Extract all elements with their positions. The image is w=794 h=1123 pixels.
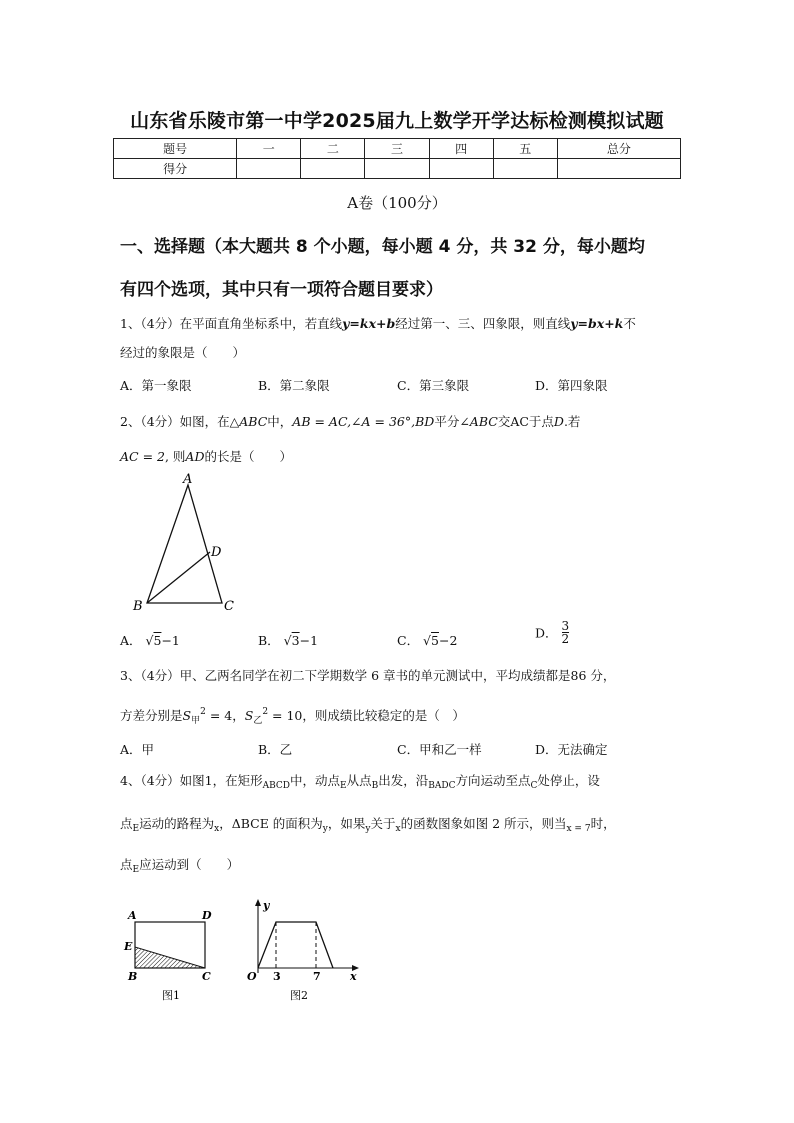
q3-superscript: 2	[200, 707, 206, 717]
q4-text: 从点	[346, 773, 372, 788]
q2-option-c[interactable]: C． √5−2	[397, 633, 458, 648]
score-cell[interactable]	[429, 159, 493, 179]
label-y: y	[263, 899, 270, 912]
q4-point-e: E	[340, 781, 347, 791]
q4-text: 点	[120, 816, 133, 831]
q1-text: 不	[623, 316, 636, 331]
figure-1-caption: 图1	[162, 989, 180, 1002]
q1-text: 经过第一、三、四象限，则直线	[395, 316, 571, 331]
score-table-score-row	[114, 159, 681, 179]
q3-option-b[interactable]: B．乙	[258, 742, 293, 757]
q3-text: 方差分别是	[120, 708, 183, 723]
label-d: D	[211, 545, 222, 560]
q4-path: BADC	[428, 781, 456, 791]
shaded-triangle-bce	[135, 947, 205, 968]
q3-subscript-jia: 甲	[191, 716, 201, 726]
q2-option-c-label: C．	[397, 633, 420, 648]
q1-option-c[interactable]: C．第三象限	[397, 378, 470, 393]
score-cell[interactable]	[301, 159, 365, 179]
q3-value-1: = 4	[205, 708, 233, 723]
score-cell[interactable]	[237, 159, 301, 179]
question-1-line1	[120, 316, 685, 332]
q4-text: 点	[120, 857, 133, 872]
label-origin: O	[247, 970, 257, 983]
q3-text: ，则成绩比较稳定的是（ ）	[302, 708, 465, 723]
question-2-line1	[120, 414, 685, 430]
label-b: B	[133, 599, 143, 614]
score-cell[interactable]	[365, 159, 429, 179]
tick-label-3: 3	[273, 970, 281, 983]
score-row-label: 得分	[114, 159, 237, 179]
q3-option-d[interactable]: D．无法确定	[535, 742, 608, 757]
tick-label-7: 7	[313, 970, 321, 983]
question-4-line1	[120, 773, 685, 794]
q2-option-a-radicand: 5	[153, 633, 162, 648]
q4-point-b: B	[371, 781, 379, 791]
label-c: C	[202, 970, 211, 983]
q4-var-x: x	[395, 824, 401, 834]
q4-figure-1	[120, 902, 230, 1007]
question-3-line1: 3、（4分）甲、乙两名同学在初二下学期数学 6 章书的单元测试中，平均成绩都是86 分，	[120, 668, 616, 683]
q2-option-a[interactable]: A． √5−1	[120, 633, 180, 648]
q2-option-d-fraction	[562, 620, 570, 645]
q4-var-x: x	[214, 824, 220, 834]
q1-equation-2: y=bx+k	[570, 316, 624, 331]
q2-triangle: △ABC	[229, 414, 268, 429]
y-axis-arrow	[255, 899, 261, 906]
score-cell[interactable]	[493, 159, 557, 179]
question-3-line2	[120, 704, 685, 729]
label-b: B	[128, 970, 138, 983]
q2-option-c-rest: −2	[438, 633, 458, 648]
label-c: C	[224, 599, 234, 614]
q2-text: 平分	[434, 414, 460, 429]
q4-text: ，ΔBCE 的面积为	[219, 816, 323, 831]
q4-text: 的函数图象如图 2 所示，则当	[400, 816, 567, 831]
label-a: A	[183, 472, 193, 487]
q4-x-equals: x = 7	[566, 824, 591, 834]
question-2-line2	[120, 449, 685, 465]
score-header-cell: 五	[493, 139, 557, 159]
question-1-line2: 经过的象限是（ ）	[120, 345, 246, 360]
q2-condition: AB = AC,∠A = 36°,BD	[292, 414, 435, 429]
score-cell[interactable]	[557, 159, 680, 179]
q2-option-d[interactable]	[535, 620, 569, 645]
q1-option-b[interactable]: B．第二象限	[258, 378, 330, 393]
q1-text: 1、（4分）在平面直角坐标系中，若直线	[120, 316, 343, 331]
label-d: D	[202, 909, 212, 922]
q2-point: D	[553, 414, 564, 429]
q3-option-a[interactable]: A．甲	[120, 742, 155, 757]
score-table	[113, 138, 681, 179]
q4-text: 时，	[590, 816, 616, 831]
q2-text: 的长是（ ）	[204, 449, 292, 464]
q4-text: 出发，沿	[378, 773, 429, 788]
q3-value-2: = 10	[268, 708, 303, 723]
score-header-cell: 总分	[557, 139, 680, 159]
q3-text: ，	[232, 708, 245, 723]
q3-variance-symbol: S	[244, 708, 254, 723]
q4-figure-2	[238, 895, 368, 1007]
q4-text: 应运动到（ ）	[139, 857, 240, 872]
question-4-line3	[120, 857, 685, 878]
fraction-numerator: 3	[561, 619, 570, 633]
q1-option-d[interactable]: D．第四象限	[535, 378, 608, 393]
q2-condition-2: AC = 2	[120, 449, 165, 464]
q4-text: 中，动点	[290, 773, 341, 788]
score-table-header-row	[114, 139, 681, 159]
q4-rect-label: ABCD	[262, 781, 290, 791]
q3-subscript-yi: 乙	[253, 716, 263, 726]
q4-text: 4、（4分）如图1，在矩形	[120, 773, 263, 788]
q3-superscript: 2	[262, 707, 269, 717]
q2-segment: AD	[185, 449, 205, 464]
q2-text: 2、（4分）如图，在	[120, 414, 230, 429]
q2-option-a-rest: −1	[161, 633, 180, 648]
section-heading-line2: 有四个选项，其中只有一项符合题目要求）	[120, 280, 443, 300]
label-a: A	[128, 909, 137, 922]
label-e: E	[124, 940, 133, 953]
q4-text: 方向运动至点	[455, 773, 531, 788]
q1-equation-1: y=kx+b	[342, 316, 396, 331]
q3-option-c[interactable]: C．甲和乙一样	[397, 742, 482, 757]
fraction-denominator: 2	[561, 632, 570, 646]
page-title: 山东省乐陵市第一中学2025届九上数学开学达标检测模拟试题	[130, 110, 664, 132]
q4-point-e: E	[132, 865, 140, 875]
score-header-cell: 题号	[114, 139, 237, 159]
score-header-cell: 三	[365, 139, 429, 159]
q2-text: 交AC于点	[497, 414, 554, 429]
function-graph	[258, 922, 333, 968]
q4-text: ，如果	[327, 816, 366, 831]
section-subtitle: A卷（100分）	[347, 194, 447, 212]
q4-text: 运动的路程为	[139, 816, 215, 831]
q4-point-c: C	[530, 781, 538, 791]
q2-triangle-figure	[125, 470, 245, 620]
q4-var-y: y	[322, 824, 328, 834]
q1-option-a[interactable]: A．第一象限	[120, 378, 192, 393]
section-heading-line1: 一、选择题（本大题共 8 个小题，每小题 4 分，共 32 分，每小题均	[120, 237, 645, 257]
q2-option-a-label: A．	[120, 633, 142, 648]
q2-text: .若	[563, 414, 581, 429]
figure-2-caption: 图2	[290, 989, 308, 1002]
q2-angle: ∠ABC	[459, 414, 498, 429]
triangle-abc	[147, 485, 222, 603]
q2-option-b-radicand: 3	[291, 633, 300, 648]
q2-option-c-radicand: 5	[431, 633, 439, 648]
q2-option-d-label: D．	[535, 625, 558, 641]
q2-text: , 则	[164, 449, 186, 464]
question-4-line2	[120, 816, 685, 837]
score-header-cell: 一	[237, 139, 301, 159]
label-x: x	[350, 970, 357, 983]
q2-option-b-label: B．	[258, 633, 280, 648]
q3-variance-symbol: S	[182, 708, 192, 723]
score-header-cell: 四	[429, 139, 493, 159]
q4-text: 处停止，设	[537, 773, 600, 788]
q4-text: 关于	[370, 816, 396, 831]
q2-option-b-rest: −1	[299, 633, 319, 648]
q2-option-b[interactable]: B． √3−1	[258, 633, 319, 648]
q2-text: 中，	[267, 414, 293, 429]
q4-var-y: y	[365, 824, 371, 834]
q4-point-e: E	[132, 824, 140, 834]
score-header-cell: 二	[301, 139, 365, 159]
